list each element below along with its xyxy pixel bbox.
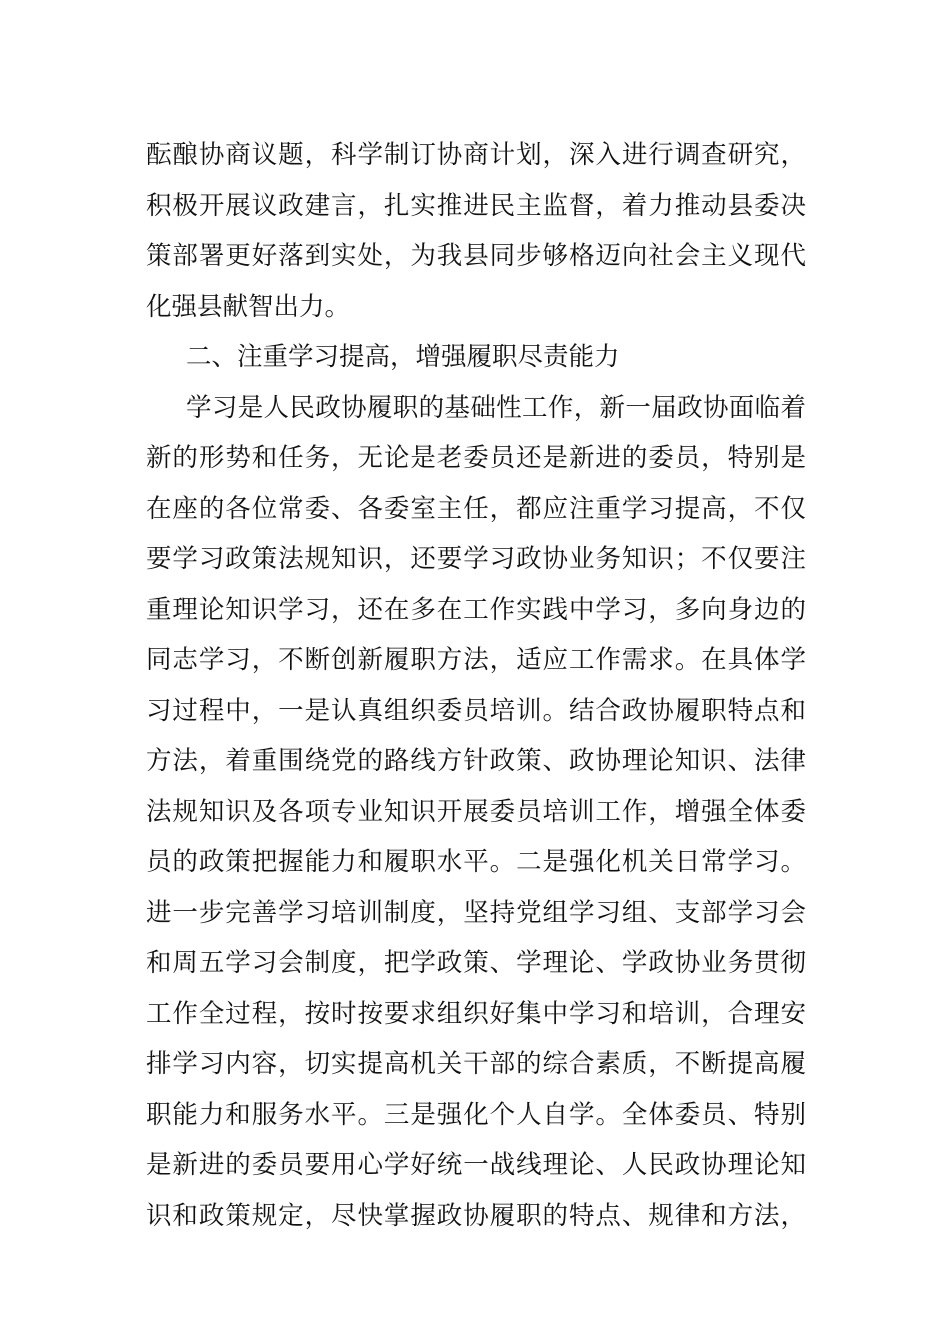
paragraph-line: 和周五学习会制度，把学政策、学理论、学政协业务贯彻 (146, 948, 806, 978)
section-heading: 二、注重学习提高，增强履职尽责能力 (186, 342, 620, 372)
paragraph-line: 是新进的委员要用心学好统一战线理论、人民政协理论知 (146, 1150, 806, 1180)
paragraph-line: 策部署更好落到实处，为我县同步够格迈向社会主义现代 (146, 241, 806, 271)
paragraph-line: 员的政策把握能力和履职水平。二是强化机关日常学习。 (146, 847, 806, 877)
paragraph-line: 同志学习，不断创新履职方法，适应工作需求。在具体学 (146, 645, 806, 675)
paragraph-line: 法规知识及各项专业知识开展委员培训工作，增强全体委 (146, 796, 806, 827)
paragraph-line: 酝酿协商议题，科学制订协商计划，深入进行调查研究， (146, 140, 806, 170)
paragraph-line: 重理论知识学习，还在多在工作实践中学习，多向身边的 (146, 594, 806, 625)
paragraph-line: 要学习政策法规知识，还要学习政协业务知识；不仅要注 (146, 544, 806, 574)
paragraph-line: 积极开展议政建言，扎实推进民主监督，着力推动县委决 (146, 190, 806, 221)
paragraph-line: 学习是人民政协履职的基础性工作，新一届政协面临着 (186, 392, 806, 423)
paragraph-line: 排学习内容，切实提高机关干部的综合素质，不断提高履 (146, 1049, 806, 1079)
document-body (146, 130, 806, 1241)
paragraph-line: 识和政策规定，尽快掌握政协履职的特点、规律和方法， (146, 1200, 806, 1231)
paragraph-line: 在座的各位常委、各委室主任，都应注重学习提高，不仅 (146, 493, 806, 524)
paragraph-line: 工作全过程，按时按要求组织好集中学习和培训，合理安 (146, 998, 806, 1029)
paragraph-line: 新的形势和任务，无论是老委员还是新进的委员，特别是 (146, 443, 806, 473)
paragraph-line: 习过程中，一是认真组织委员培训。结合政协履职特点和 (146, 695, 806, 726)
paragraph-line: 化强县献智出力。 (146, 291, 351, 322)
paragraph-line: 职能力和服务水平。三是强化个人自学。全体委员、特别 (146, 1099, 806, 1130)
paragraph-line: 进一步完善学习培训制度，坚持党组学习组、支部学习会 (146, 897, 806, 928)
paragraph-line: 方法，着重围绕党的路线方针政策、政协理论知识、法律 (146, 746, 806, 776)
